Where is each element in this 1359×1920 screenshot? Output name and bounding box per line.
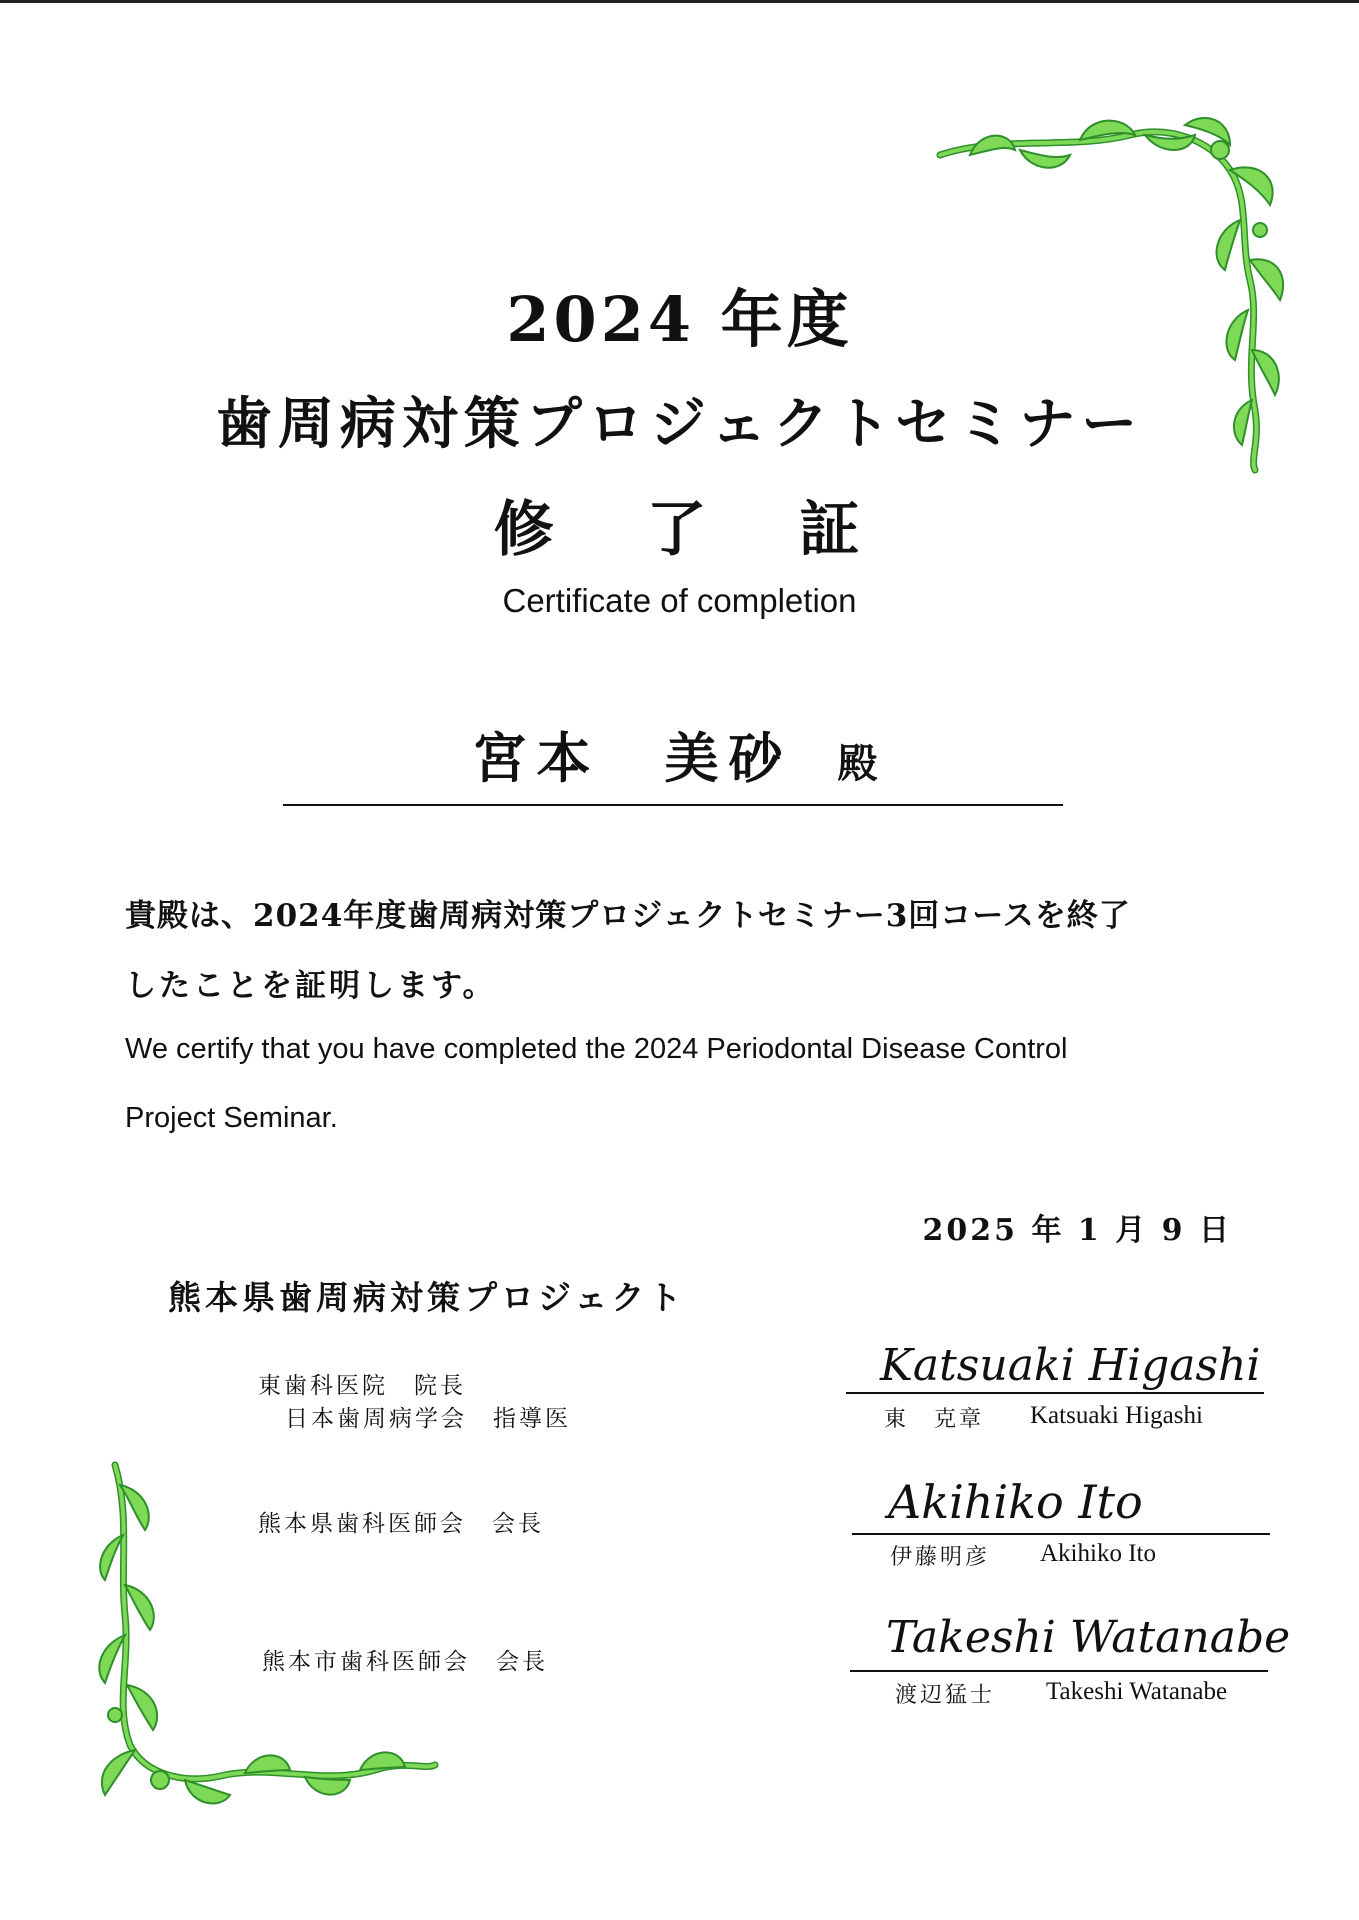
- signature-line-2: [852, 1533, 1270, 1535]
- signature-3: Takeshi Watanabe: [886, 1612, 1291, 1663]
- signature-line-1: [846, 1392, 1264, 1394]
- signatory-1-title-line2: 日本歯周病学会 指導医: [285, 1406, 571, 1432]
- signature-2: Akihiko Ito: [888, 1475, 1143, 1529]
- body-text-jp-line2: したことを証明します。: [125, 968, 497, 1004]
- signatory-3-title-line1: 熊本市歯科医師会 会長: [262, 1649, 548, 1675]
- signatory-1-name-en: Katsuaki Higashi: [1030, 1402, 1203, 1429]
- signatory-2-name-en: Akihiko Ito: [1040, 1540, 1156, 1567]
- certificate-heading: 修 了 証: [493, 495, 896, 565]
- signature-1: Katsuaki Higashi: [880, 1340, 1261, 1391]
- signatory-1-name-jp: 東 克章: [884, 1407, 985, 1432]
- recipient-name: 宮本 美砂: [472, 726, 793, 790]
- signatory-3-name-jp: 渡辺猛士: [895, 1683, 996, 1708]
- signatory-1-title-line1: 東歯科医院 院長: [258, 1373, 466, 1399]
- recipient-block: [285, 716, 1065, 806]
- signature-line-3: [850, 1670, 1268, 1672]
- body-text-en-line2: Project Seminar.: [125, 1102, 338, 1134]
- recipient-honorific: 殿: [837, 740, 878, 787]
- body-text-en-line1: We certify that you have completed the 2024 Periodontal Disease Control: [125, 1033, 1068, 1065]
- recipient-underline: [283, 804, 1063, 806]
- organization-name: 熊本県歯周病対策プロジェクト: [168, 1278, 686, 1317]
- seminar-title: 歯周病対策プロジェクトセミナー: [215, 391, 1144, 457]
- certificate-heading-en: Certificate of completion: [502, 582, 857, 619]
- signatory-3-name-en: Takeshi Watanabe: [1046, 1678, 1228, 1705]
- signatory-2-name-jp: 伊藤明彦: [890, 1545, 991, 1570]
- signatory-2-title-line1: 熊本県歯科医師会 会長: [258, 1511, 544, 1537]
- certificate-year: 2024 年度: [506, 283, 853, 356]
- top-border: [0, 0, 1359, 3]
- issue-date: 2025 年 1 月 9 日: [922, 1213, 1232, 1248]
- body-text-jp-line1: 貴殿は、2024年度歯周病対策プロジェクトセミナー3回コースを終了: [125, 898, 1131, 934]
